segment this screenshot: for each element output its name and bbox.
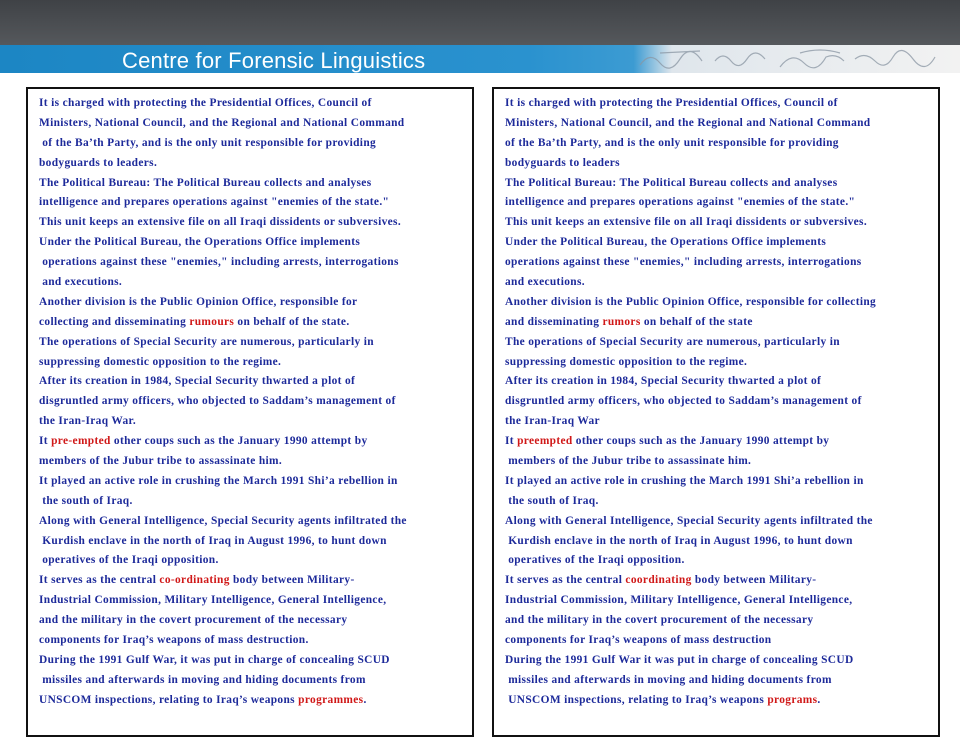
handwriting-decoration (620, 45, 960, 73)
left-panel-line: After its creation in 1984, Special Security thwarted a plot of (39, 375, 356, 388)
top-dark-bar (0, 0, 960, 45)
right-panel-line: Under the Political Bureau, the Operations Office implements (505, 236, 827, 249)
right-panel-line: Along with General Intelligence, Special Security agents infiltrated the (505, 514, 873, 527)
right-panel-line: Industrial Commission, Military Intelligence, General Intelligence, (505, 594, 853, 607)
left-panel-lines (39, 94, 469, 711)
title-banner (0, 45, 960, 73)
highlighted-word: co-ordinating (159, 574, 230, 587)
left-panel-line: and executions. (39, 276, 123, 289)
left-panel-line: Industrial Commission, Military Intelligence, General Intelligence, (39, 594, 387, 607)
right-panel-line (505, 432, 935, 452)
left-panel-line (39, 571, 469, 591)
line-text: It serves as the central (39, 574, 160, 587)
right-panel-line: components for Iraq’s weapons of mass destruction (505, 634, 772, 647)
right-panel-line: During the 1991 Gulf War it was put in charge of concealing SCUD (505, 653, 854, 666)
left-panel-line: During the 1991 Gulf War, it was put in charge of concealing SCUD (39, 653, 390, 666)
line-text: body between Military- (229, 574, 355, 587)
line-text: UNSCOM inspections, relating to Iraq’s weapons (39, 693, 299, 706)
left-panel-line: The Political Bureau: The Political Bureau collects and analyses (39, 176, 372, 189)
line-text: . (363, 693, 367, 706)
left-panel-line: It is charged with protecting the Presidential Offices, Council of (39, 97, 372, 109)
right-panel-lines (505, 94, 935, 711)
right-panel-line: The Political Bureau: The Political Bureau collects and analyses (505, 176, 838, 189)
right-panel-line: missiles and afterwards in moving and hiding documents from (505, 673, 832, 686)
site-title: Centre for Forensic Linguistics (122, 48, 426, 73)
highlighted-word: pre-empted (51, 435, 111, 448)
line-text: on behalf of the state. (234, 315, 350, 328)
right-panel-line: operations against these "enemies," including arrests, interrogations (505, 256, 862, 269)
left-panel-line: The operations of Special Security are numerous, particularly in (39, 335, 374, 348)
highlighted-word: programs (767, 693, 818, 706)
highlighted-word: coordinating (625, 574, 692, 587)
left-panel-line (39, 313, 469, 333)
right-panel-line: and executions. (505, 276, 585, 289)
right-panel-line: After its creation in 1984, Special Security thwarted a plot of (505, 375, 822, 388)
right-panel-line: The operations of Special Security are numerous, particularly in (505, 335, 840, 348)
right-text-panel (492, 87, 940, 737)
highlighted-word: rumours (189, 315, 235, 328)
line-text: . (817, 693, 821, 706)
highlighted-word: preempted (517, 435, 573, 448)
right-panel-line: and the military in the covert procurement of the necessary (505, 614, 814, 627)
left-panel-line: intelligence and prepares operations against "enemies of the state." (39, 196, 390, 209)
line-text: body between Military- (691, 574, 817, 587)
left-panel-line: missiles and afterwards in moving and hiding documents from (39, 673, 366, 686)
line-text: and disseminating (505, 315, 603, 328)
left-panel-line: suppressing domestic opposition to the regime. (39, 355, 282, 368)
left-panel-line: Under the Political Bureau, the Operations Office implements (39, 236, 361, 249)
left-panel-line (39, 432, 469, 452)
right-panel-line (505, 691, 935, 711)
right-panel-line: the Iran-Iraq War (505, 415, 600, 428)
right-panel-line: This unit keeps an extensive file on all Iraqi dissidents or subversives. (505, 216, 868, 229)
right-panel-line: Another division is the Public Opinion Office, responsible for collecting (505, 295, 877, 308)
right-panel-line: the south of Iraq. (505, 494, 599, 507)
left-panel-line: Kurdish enclave in the north of Iraq in August 1996, to hunt down (39, 534, 387, 547)
right-panel-line: Ministers, National Council, and the Regional and National Command (505, 116, 871, 129)
left-panel-line: and the military in the covert procurement of the necessary (39, 614, 348, 627)
highlighted-word: programmes (298, 693, 364, 706)
left-panel-line: disgruntled army officers, who objected to Saddam’s management of (39, 395, 396, 408)
left-panel-line (39, 691, 469, 711)
line-text: UNSCOM inspections, relating to Iraq’s weapons (505, 693, 768, 706)
line-text: other coups such as the January 1990 attempt by (110, 435, 368, 448)
right-panel-line: of the Ba’th Party, and is the only unit responsible for providing (505, 136, 839, 149)
right-panel-line: suppressing domestic opposition to the regime. (505, 355, 748, 368)
left-panel-line: members of the Jubur tribe to assassinate him. (39, 455, 283, 468)
left-panel-line: Another division is the Public Opinion Office, responsible for (39, 295, 358, 308)
line-text: It (505, 435, 518, 448)
left-text-panel (26, 87, 474, 737)
right-panel-line: It is charged with protecting the Presidential Offices, Council of (505, 97, 838, 109)
right-panel-line: It played an active role in crushing the March 1991 Shi’a rebellion in (505, 474, 864, 487)
left-panel-line: operatives of the Iraqi opposition. (39, 554, 219, 567)
left-panel-line: This unit keeps an extensive file on all Iraqi dissidents or subversives. (39, 216, 402, 229)
left-panel-line: operations against these "enemies," including arrests, interrogations (39, 256, 399, 269)
right-panel-line: members of the Jubur tribe to assassinate him. (505, 455, 752, 468)
line-text: on behalf of the state (640, 315, 753, 328)
left-panel-line: the Iran-Iraq War. (39, 415, 137, 428)
highlighted-word: rumors (602, 315, 641, 328)
left-panel-line: Along with General Intelligence, Special Security agents infiltrated the (39, 514, 407, 527)
left-panel-line: bodyguards to leaders. (39, 156, 158, 169)
left-panel-line: the south of Iraq. (39, 494, 133, 507)
left-panel-line: components for Iraq’s weapons of mass destruction. (39, 634, 309, 647)
left-panel-line: It played an active role in crushing the March 1991 Shi’a rebellion in (39, 474, 398, 487)
line-text: other coups such as the January 1990 attempt by (572, 435, 830, 448)
right-panel-line (505, 571, 935, 591)
line-text: collecting and disseminating (39, 315, 190, 328)
left-panel-line: Ministers, National Council, and the Regional and National Command (39, 116, 405, 129)
right-panel-line (505, 313, 935, 333)
right-panel-line: disgruntled army officers, who objected to Saddam’s management of (505, 395, 862, 408)
right-panel-line: intelligence and prepares operations against "enemies of the state." (505, 196, 856, 209)
right-panel-line: Kurdish enclave in the north of Iraq in August 1996, to hunt down (505, 534, 853, 547)
line-text: It (39, 435, 52, 448)
right-panel-line: operatives of the Iraqi opposition. (505, 554, 685, 567)
right-panel-line: bodyguards to leaders (505, 156, 620, 169)
left-panel-line: of the Ba’th Party, and is the only unit responsible for providing (39, 136, 377, 149)
line-text: It serves as the central (505, 574, 626, 587)
